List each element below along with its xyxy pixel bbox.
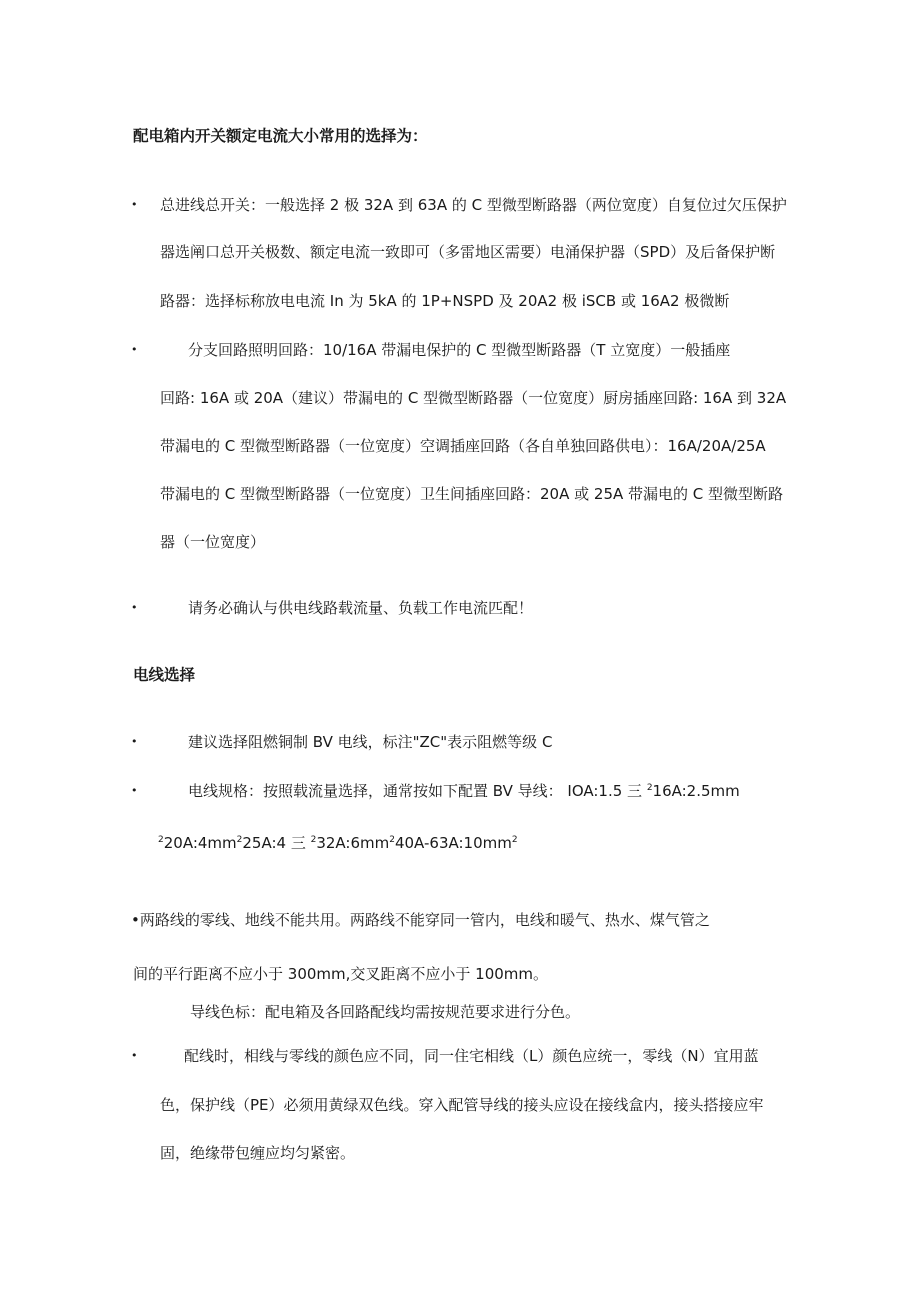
item2-line3: 带漏电的 C 型微型断路器（一位宽度）空调插座回路（各自单独回路供电）：16A/20A/25A — [160, 437, 766, 455]
bullet: • — [131, 601, 138, 614]
para6-line2: 间的平行距离不应小于 300mm,交叉距离不应小于 100mm。 — [133, 965, 549, 983]
item2-line4: 带漏电的 C 型微型断路器（一位宽度）卫生间插座回路：20A 或 25A 带漏电的 C 型微型断路 — [160, 485, 784, 503]
heading-wire-selection: 电线选择 — [133, 666, 196, 684]
bullet: • — [131, 735, 138, 748]
item1-line1: 总进线总开关：一般选择 2 极 32A 到 63A 的 C 型微型断路器（两位宽度）自复位过欠压保护 — [160, 196, 787, 214]
bullet: • — [131, 1049, 138, 1062]
para6-line1: •两路线的零线、地线不能共用。两路线不能穿同一管内，电线和暖气、热水、煤气管之 — [131, 911, 710, 929]
item1-line2: 器选阐口总开关极数、额定电流一致即可（多雷地区需要）电涌保护器（SPD）及后备保护断 — [160, 243, 776, 261]
para7-text: 导线色标：配电箱及各回路配线均需按规范要求进行分色。 — [190, 1003, 581, 1021]
bullet: • — [131, 343, 138, 356]
item8-line3: 固，绝缘带包缠应均匀紧密。 — [160, 1144, 356, 1162]
item8-line2: 色，保护线（PE）必须用黄绿双色线。穿入配管导线的接头应设在接线盒内，接头搭接应牢 — [160, 1096, 764, 1114]
item2-line5: 器（一位宽度） — [160, 533, 266, 551]
item8-line1: 配线时，相线与零线的颜色应不同，同一住宅相线（L）颜色应统一，零线（N）宜用蓝 — [184, 1047, 759, 1065]
bullet: • — [131, 784, 138, 797]
item1-line3: 路器：选择标称放电电流 In 为 5kA 的 1P+NSPD 及 20A2 极 iSCB 或 16A2 极微断 — [160, 292, 730, 310]
item5-line2: $^220A:4mm^225A:4$ 三 $^232A:6mm^240A-63A:10mm^2$ — [158, 834, 518, 852]
heading-switch-selection: 配电箱内开关额定电流大小常用的选择为： — [133, 127, 428, 145]
bullet: • — [131, 198, 138, 211]
item3-text: 请务必确认与供电线路载流量、负载工作电流匹配！ — [188, 599, 534, 617]
item4-text: 建议选择阻燃铜制 BV 电线，标注"ZC"表示阻燃等级 C — [188, 733, 553, 751]
item2-line1: 分支回路照明回路：10/16A 带漏电保护的 C 型微型断路器（T 立宽度）一般插座 — [188, 341, 731, 359]
item2-line2: 回路: 16A 或 20A（建议）带漏电的 C 型微型断路器（一位宽度）厨房插座回路: 16A 到 32A — [160, 389, 787, 407]
item5-line1: 电线规格：按照载流量选择，通常按如下配置 BV 导线： IOA:1.5 三 $^2$16A:2.5mm — [188, 782, 740, 800]
